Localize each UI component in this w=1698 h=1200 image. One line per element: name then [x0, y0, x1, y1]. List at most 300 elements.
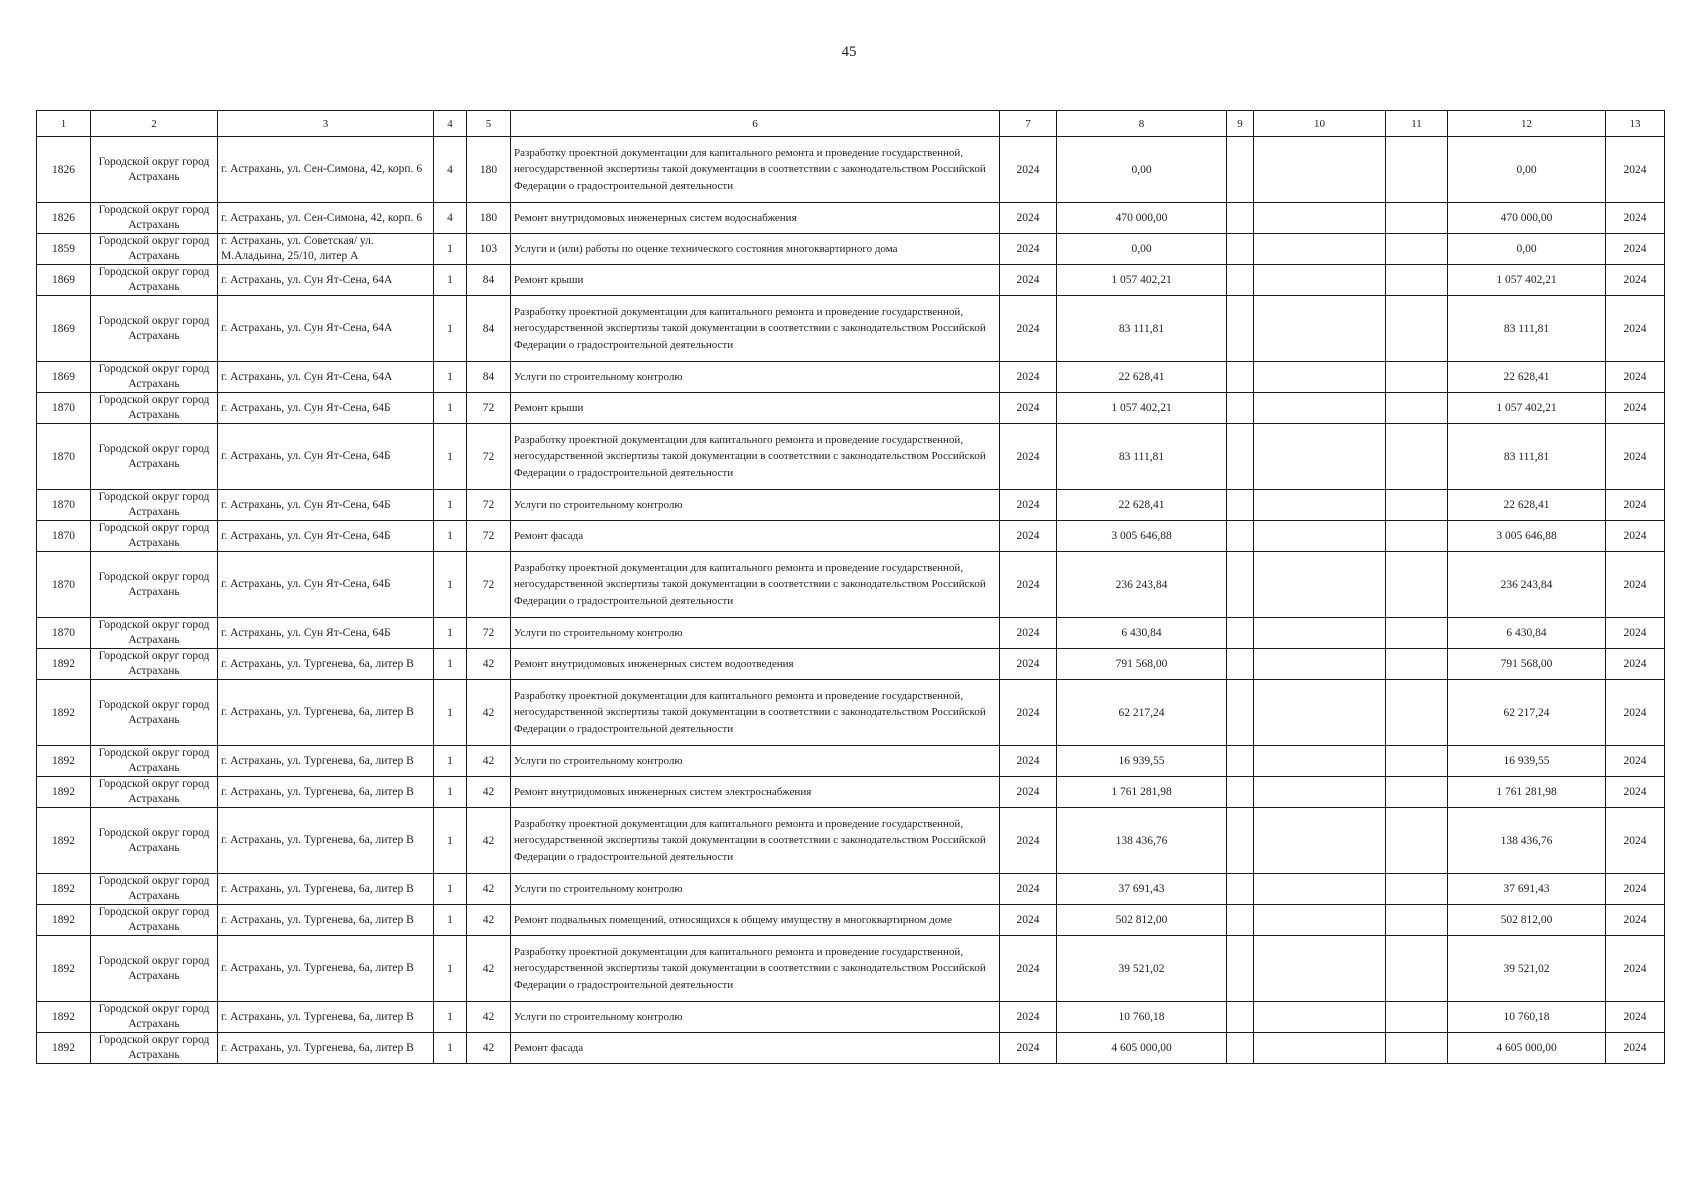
- row-number-cell: 1892: [37, 1033, 91, 1064]
- address-cell: г. Астрахань, ул. Сун Ят-Сена, 64Б: [218, 490, 434, 521]
- table-row: [37, 808, 1665, 874]
- total-cost-cell: 3 005 646,88: [1057, 521, 1227, 552]
- col10-cell: [1254, 777, 1386, 808]
- col13-year-cell: 2024: [1606, 808, 1665, 874]
- address-cell: г. Астрахань, ул. Тургенева, 6а, литер В: [218, 874, 434, 905]
- col11-cell: [1386, 296, 1448, 362]
- work-type-cell: Услуги по строительному контролю: [511, 746, 1000, 777]
- col12-cost-cell: 83 111,81: [1448, 424, 1606, 490]
- address-cell: г. Астрахань, ул. Тургенева, 6а, литер В: [218, 936, 434, 1002]
- col-header-2: 2: [91, 111, 218, 137]
- table-row: [37, 1033, 1665, 1064]
- col13-year-cell: 2024: [1606, 936, 1665, 1002]
- col9-cell: [1227, 936, 1254, 1002]
- col11-cell: [1386, 777, 1448, 808]
- col-header-1: 1: [37, 111, 91, 137]
- address-cell: г. Астрахань, ул. Тургенева, 6а, литер В: [218, 649, 434, 680]
- row-number-cell: 1869: [37, 296, 91, 362]
- address-cell: г. Астрахань, ул. Тургенева, 6а, литер В: [218, 1033, 434, 1064]
- col12-cost-cell: 62 217,24: [1448, 680, 1606, 746]
- address-cell: г. Астрахань, ул. Сун Ят-Сена, 64А: [218, 296, 434, 362]
- table-row: [37, 362, 1665, 393]
- table-row: [37, 393, 1665, 424]
- col12-cost-cell: 1 057 402,21: [1448, 393, 1606, 424]
- col4-cell: 1: [434, 808, 467, 874]
- year-cell: 2024: [1000, 1033, 1057, 1064]
- col13-year-cell: 2024: [1606, 746, 1665, 777]
- col13-year-cell: 2024: [1606, 777, 1665, 808]
- municipality-cell: Городской округ город Астрахань: [91, 393, 218, 424]
- col4-cell: 1: [434, 521, 467, 552]
- total-cost-cell: 138 436,76: [1057, 808, 1227, 874]
- table-row: [37, 234, 1665, 265]
- table-row: [37, 296, 1665, 362]
- col12-cost-cell: 0,00: [1448, 234, 1606, 265]
- col5-cell: 42: [467, 746, 511, 777]
- municipality-cell: Городской округ город Астрахань: [91, 905, 218, 936]
- row-number-cell: 1869: [37, 362, 91, 393]
- col9-cell: [1227, 874, 1254, 905]
- col-header-5: 5: [467, 111, 511, 137]
- total-cost-cell: 22 628,41: [1057, 362, 1227, 393]
- total-cost-cell: 1 761 281,98: [1057, 777, 1227, 808]
- repair-program-table: [36, 110, 1665, 1064]
- table-row: [37, 936, 1665, 1002]
- col12-cost-cell: 3 005 646,88: [1448, 521, 1606, 552]
- col-header-8: 8: [1057, 111, 1227, 137]
- col4-cell: 4: [434, 137, 467, 203]
- municipality-cell: Городской округ город Астрахань: [91, 874, 218, 905]
- total-cost-cell: 83 111,81: [1057, 296, 1227, 362]
- col10-cell: [1254, 521, 1386, 552]
- col10-cell: [1254, 234, 1386, 265]
- municipality-cell: Городской округ город Астрахань: [91, 936, 218, 1002]
- address-cell: г. Астрахань, ул. Сун Ят-Сена, 64Б: [218, 521, 434, 552]
- total-cost-cell: 37 691,43: [1057, 874, 1227, 905]
- col11-cell: [1386, 362, 1448, 393]
- year-cell: 2024: [1000, 808, 1057, 874]
- col9-cell: [1227, 203, 1254, 234]
- total-cost-cell: 0,00: [1057, 137, 1227, 203]
- col11-cell: [1386, 874, 1448, 905]
- col4-cell: 1: [434, 393, 467, 424]
- municipality-cell: Городской округ город Астрахань: [91, 618, 218, 649]
- col10-cell: [1254, 936, 1386, 1002]
- col13-year-cell: 2024: [1606, 203, 1665, 234]
- year-cell: 2024: [1000, 680, 1057, 746]
- col5-cell: 72: [467, 618, 511, 649]
- col13-year-cell: 2024: [1606, 874, 1665, 905]
- col13-year-cell: 2024: [1606, 424, 1665, 490]
- row-number-cell: 1869: [37, 265, 91, 296]
- col10-cell: [1254, 874, 1386, 905]
- year-cell: 2024: [1000, 265, 1057, 296]
- col4-cell: 1: [434, 234, 467, 265]
- municipality-cell: Городской округ город Астрахань: [91, 490, 218, 521]
- col10-cell: [1254, 680, 1386, 746]
- total-cost-cell: 6 430,84: [1057, 618, 1227, 649]
- col10-cell: [1254, 1033, 1386, 1064]
- col9-cell: [1227, 424, 1254, 490]
- total-cost-cell: 4 605 000,00: [1057, 1033, 1227, 1064]
- year-cell: 2024: [1000, 746, 1057, 777]
- page-number: 45: [841, 44, 857, 60]
- address-cell: г. Астрахань, ул. Сун Ят-Сена, 64Б: [218, 552, 434, 618]
- row-number-cell: 1870: [37, 424, 91, 490]
- col9-cell: [1227, 490, 1254, 521]
- col10-cell: [1254, 265, 1386, 296]
- work-type-cell: Разработку проектной документации для капитального ремонта и проведение государственной, негосударственной экспертизы такой документации в соответствии с законодательством Российской Федерации о градостроительной деятельности: [511, 936, 1000, 1002]
- col10-cell: [1254, 618, 1386, 649]
- col11-cell: [1386, 521, 1448, 552]
- col5-cell: 72: [467, 521, 511, 552]
- col9-cell: [1227, 265, 1254, 296]
- municipality-cell: Городской округ город Астрахань: [91, 265, 218, 296]
- table-row: [37, 874, 1665, 905]
- col11-cell: [1386, 649, 1448, 680]
- total-cost-cell: 1 057 402,21: [1057, 265, 1227, 296]
- year-cell: 2024: [1000, 490, 1057, 521]
- row-number-cell: 1870: [37, 552, 91, 618]
- col4-cell: 1: [434, 1033, 467, 1064]
- col10-cell: [1254, 203, 1386, 234]
- col12-cost-cell: 138 436,76: [1448, 808, 1606, 874]
- col10-cell: [1254, 490, 1386, 521]
- work-type-cell: Ремонт крыши: [511, 393, 1000, 424]
- col-header-11: 11: [1386, 111, 1448, 137]
- year-cell: 2024: [1000, 777, 1057, 808]
- col9-cell: [1227, 649, 1254, 680]
- address-cell: г. Астрахань, ул. Сун Ят-Сена, 64А: [218, 362, 434, 393]
- col5-cell: 42: [467, 680, 511, 746]
- col4-cell: 1: [434, 618, 467, 649]
- col4-cell: 1: [434, 362, 467, 393]
- col12-cost-cell: 6 430,84: [1448, 618, 1606, 649]
- total-cost-cell: 236 243,84: [1057, 552, 1227, 618]
- table-body: [37, 137, 1665, 1064]
- municipality-cell: Городской округ город Астрахань: [91, 137, 218, 203]
- work-type-cell: Разработку проектной документации для капитального ремонта и проведение государственной, негосударственной экспертизы такой документации в соответствии с законодательством Российской Федерации о градостроительной деятельности: [511, 296, 1000, 362]
- year-cell: 2024: [1000, 203, 1057, 234]
- col12-cost-cell: 22 628,41: [1448, 490, 1606, 521]
- work-type-cell: Разработку проектной документации для капитального ремонта и проведение государственной, негосударственной экспертизы такой документации в соответствии с законодательством Российской Федерации о градостроительной деятельности: [511, 808, 1000, 874]
- col9-cell: [1227, 1033, 1254, 1064]
- col5-cell: 72: [467, 393, 511, 424]
- table-row: [37, 203, 1665, 234]
- row-number-cell: 1892: [37, 936, 91, 1002]
- total-cost-cell: 791 568,00: [1057, 649, 1227, 680]
- col4-cell: 1: [434, 680, 467, 746]
- col9-cell: [1227, 296, 1254, 362]
- column-number-header-row: [37, 111, 1665, 137]
- col11-cell: [1386, 234, 1448, 265]
- row-number-cell: 1892: [37, 905, 91, 936]
- work-type-cell: Услуги по строительному контролю: [511, 1002, 1000, 1033]
- total-cost-cell: 502 812,00: [1057, 905, 1227, 936]
- col11-cell: [1386, 680, 1448, 746]
- col4-cell: 1: [434, 296, 467, 362]
- col5-cell: 180: [467, 137, 511, 203]
- municipality-cell: Городской округ город Астрахань: [91, 203, 218, 234]
- work-type-cell: Ремонт внутридомовых инженерных систем водоснабжения: [511, 203, 1000, 234]
- table-row: [37, 265, 1665, 296]
- col12-cost-cell: 1 057 402,21: [1448, 265, 1606, 296]
- col-header-7: 7: [1000, 111, 1057, 137]
- col12-cost-cell: 791 568,00: [1448, 649, 1606, 680]
- work-type-cell: Ремонт фасада: [511, 521, 1000, 552]
- col13-year-cell: 2024: [1606, 905, 1665, 936]
- col5-cell: 42: [467, 905, 511, 936]
- work-type-cell: Ремонт внутридомовых инженерных систем водоотведения: [511, 649, 1000, 680]
- col5-cell: 42: [467, 808, 511, 874]
- col11-cell: [1386, 424, 1448, 490]
- col9-cell: [1227, 618, 1254, 649]
- col11-cell: [1386, 265, 1448, 296]
- col9-cell: [1227, 777, 1254, 808]
- row-number-cell: 1826: [37, 137, 91, 203]
- year-cell: 2024: [1000, 424, 1057, 490]
- row-number-cell: 1892: [37, 649, 91, 680]
- municipality-cell: Городской округ город Астрахань: [91, 808, 218, 874]
- total-cost-cell: 0,00: [1057, 234, 1227, 265]
- row-number-cell: 1892: [37, 874, 91, 905]
- col11-cell: [1386, 936, 1448, 1002]
- address-cell: г. Астрахань, ул. Сен-Симона, 42, корп. 6: [218, 203, 434, 234]
- work-type-cell: Ремонт крыши: [511, 265, 1000, 296]
- col12-cost-cell: 83 111,81: [1448, 296, 1606, 362]
- address-cell: г. Астрахань, ул. Сун Ят-Сена, 64Б: [218, 618, 434, 649]
- col10-cell: [1254, 424, 1386, 490]
- table-row: [37, 137, 1665, 203]
- col5-cell: 42: [467, 1002, 511, 1033]
- col5-cell: 72: [467, 424, 511, 490]
- work-type-cell: Услуги по строительному контролю: [511, 874, 1000, 905]
- col-header-3: 3: [218, 111, 434, 137]
- total-cost-cell: 16 939,55: [1057, 746, 1227, 777]
- table-row: [37, 746, 1665, 777]
- row-number-cell: 1892: [37, 746, 91, 777]
- address-cell: г. Астрахань, ул. Советская/ ул. М.Аладьина, 25/10, литер А: [218, 234, 434, 265]
- table-row: [37, 552, 1665, 618]
- col13-year-cell: 2024: [1606, 393, 1665, 424]
- col9-cell: [1227, 362, 1254, 393]
- col-header-6: 6: [511, 111, 1000, 137]
- table-row: [37, 618, 1665, 649]
- col9-cell: [1227, 1002, 1254, 1033]
- col11-cell: [1386, 746, 1448, 777]
- year-cell: 2024: [1000, 137, 1057, 203]
- year-cell: 2024: [1000, 234, 1057, 265]
- col12-cost-cell: 470 000,00: [1448, 203, 1606, 234]
- col10-cell: [1254, 393, 1386, 424]
- year-cell: 2024: [1000, 296, 1057, 362]
- work-type-cell: Ремонт фасада: [511, 1033, 1000, 1064]
- col4-cell: 1: [434, 746, 467, 777]
- col13-year-cell: 2024: [1606, 649, 1665, 680]
- table-row: [37, 521, 1665, 552]
- year-cell: 2024: [1000, 936, 1057, 1002]
- year-cell: 2024: [1000, 874, 1057, 905]
- col11-cell: [1386, 1002, 1448, 1033]
- address-cell: г. Астрахань, ул. Сун Ят-Сена, 64Б: [218, 393, 434, 424]
- col13-year-cell: 2024: [1606, 680, 1665, 746]
- table-row: [37, 649, 1665, 680]
- col5-cell: 84: [467, 362, 511, 393]
- table-row: [37, 424, 1665, 490]
- work-type-cell: Ремонт внутридомовых инженерных систем электроснабжения: [511, 777, 1000, 808]
- col-header-10: 10: [1254, 111, 1386, 137]
- col4-cell: 1: [434, 936, 467, 1002]
- address-cell: г. Астрахань, ул. Тургенева, 6а, литер В: [218, 746, 434, 777]
- col9-cell: [1227, 137, 1254, 203]
- year-cell: 2024: [1000, 649, 1057, 680]
- address-cell: г. Астрахань, ул. Сен-Симона, 42, корп. 6: [218, 137, 434, 203]
- col10-cell: [1254, 808, 1386, 874]
- address-cell: г. Астрахань, ул. Тургенева, 6а, литер В: [218, 1002, 434, 1033]
- col10-cell: [1254, 362, 1386, 393]
- col5-cell: 42: [467, 1033, 511, 1064]
- col-header-13: 13: [1606, 111, 1665, 137]
- municipality-cell: Городской округ город Астрахань: [91, 521, 218, 552]
- col13-year-cell: 2024: [1606, 552, 1665, 618]
- col10-cell: [1254, 137, 1386, 203]
- col11-cell: [1386, 1033, 1448, 1064]
- col4-cell: 4: [434, 203, 467, 234]
- total-cost-cell: 39 521,02: [1057, 936, 1227, 1002]
- municipality-cell: Городской округ город Астрахань: [91, 234, 218, 265]
- col5-cell: 42: [467, 777, 511, 808]
- col5-cell: 84: [467, 296, 511, 362]
- col5-cell: 103: [467, 234, 511, 265]
- col13-year-cell: 2024: [1606, 1033, 1665, 1064]
- col5-cell: 72: [467, 552, 511, 618]
- table-row: [37, 1002, 1665, 1033]
- col11-cell: [1386, 808, 1448, 874]
- col13-year-cell: 2024: [1606, 490, 1665, 521]
- col9-cell: [1227, 746, 1254, 777]
- col4-cell: 1: [434, 1002, 467, 1033]
- col-header-9: 9: [1227, 111, 1254, 137]
- work-type-cell: Услуги по строительному контролю: [511, 362, 1000, 393]
- col4-cell: 1: [434, 490, 467, 521]
- address-cell: г. Астрахань, ул. Тургенева, 6а, литер В: [218, 905, 434, 936]
- col9-cell: [1227, 234, 1254, 265]
- col5-cell: 180: [467, 203, 511, 234]
- col11-cell: [1386, 905, 1448, 936]
- col5-cell: 84: [467, 265, 511, 296]
- col10-cell: [1254, 905, 1386, 936]
- col13-year-cell: 2024: [1606, 265, 1665, 296]
- col4-cell: 1: [434, 649, 467, 680]
- municipality-cell: Городской округ город Астрахань: [91, 1002, 218, 1033]
- row-number-cell: 1892: [37, 808, 91, 874]
- total-cost-cell: 470 000,00: [1057, 203, 1227, 234]
- row-number-cell: 1892: [37, 680, 91, 746]
- municipality-cell: Городской округ город Астрахань: [91, 424, 218, 490]
- col10-cell: [1254, 746, 1386, 777]
- work-type-cell: Разработку проектной документации для капитального ремонта и проведение государственной, негосударственной экспертизы такой документации в соответствии с законодательством Российской Федерации о градостроительной деятельности: [511, 552, 1000, 618]
- col12-cost-cell: 236 243,84: [1448, 552, 1606, 618]
- col9-cell: [1227, 393, 1254, 424]
- col12-cost-cell: 502 812,00: [1448, 905, 1606, 936]
- address-cell: г. Астрахань, ул. Тургенева, 6а, литер В: [218, 777, 434, 808]
- municipality-cell: Городской округ город Астрахань: [91, 680, 218, 746]
- col12-cost-cell: 4 605 000,00: [1448, 1033, 1606, 1064]
- work-type-cell: Услуги по строительному контролю: [511, 490, 1000, 521]
- col13-year-cell: 2024: [1606, 362, 1665, 393]
- col9-cell: [1227, 680, 1254, 746]
- col5-cell: 42: [467, 874, 511, 905]
- col11-cell: [1386, 552, 1448, 618]
- col5-cell: 42: [467, 649, 511, 680]
- col12-cost-cell: 0,00: [1448, 137, 1606, 203]
- col13-year-cell: 2024: [1606, 137, 1665, 203]
- year-cell: 2024: [1000, 552, 1057, 618]
- address-cell: г. Астрахань, ул. Сун Ят-Сена, 64Б: [218, 424, 434, 490]
- col9-cell: [1227, 552, 1254, 618]
- municipality-cell: Городской округ город Астрахань: [91, 649, 218, 680]
- col11-cell: [1386, 203, 1448, 234]
- col-header-12: 12: [1448, 111, 1606, 137]
- total-cost-cell: 1 057 402,21: [1057, 393, 1227, 424]
- col4-cell: 1: [434, 424, 467, 490]
- municipality-cell: Городской округ город Астрахань: [91, 777, 218, 808]
- col12-cost-cell: 37 691,43: [1448, 874, 1606, 905]
- col10-cell: [1254, 649, 1386, 680]
- municipality-cell: Городской округ город Астрахань: [91, 296, 218, 362]
- col12-cost-cell: 39 521,02: [1448, 936, 1606, 1002]
- col10-cell: [1254, 296, 1386, 362]
- row-number-cell: 1859: [37, 234, 91, 265]
- col9-cell: [1227, 808, 1254, 874]
- year-cell: 2024: [1000, 618, 1057, 649]
- col12-cost-cell: 1 761 281,98: [1448, 777, 1606, 808]
- col13-year-cell: 2024: [1606, 234, 1665, 265]
- municipality-cell: Городской округ город Астрахань: [91, 746, 218, 777]
- col9-cell: [1227, 905, 1254, 936]
- address-cell: г. Астрахань, ул. Тургенева, 6а, литер В: [218, 808, 434, 874]
- col12-cost-cell: 10 760,18: [1448, 1002, 1606, 1033]
- work-type-cell: Разработку проектной документации для капитального ремонта и проведение государственной, негосударственной экспертизы такой документации в соответствии с законодательством Российской Федерации о градостроительной деятельности: [511, 680, 1000, 746]
- col-header-4: 4: [434, 111, 467, 137]
- col12-cost-cell: 16 939,55: [1448, 746, 1606, 777]
- total-cost-cell: 22 628,41: [1057, 490, 1227, 521]
- work-type-cell: Разработку проектной документации для капитального ремонта и проведение государственной, негосударственной экспертизы такой документации в соответствии с законодательством Российской Федерации о градостроительной деятельности: [511, 137, 1000, 203]
- municipality-cell: Городской округ город Астрахань: [91, 552, 218, 618]
- row-number-cell: 1870: [37, 618, 91, 649]
- col11-cell: [1386, 490, 1448, 521]
- year-cell: 2024: [1000, 393, 1057, 424]
- col4-cell: 1: [434, 777, 467, 808]
- col4-cell: 1: [434, 265, 467, 296]
- year-cell: 2024: [1000, 905, 1057, 936]
- table-row: [37, 490, 1665, 521]
- year-cell: 2024: [1000, 521, 1057, 552]
- col11-cell: [1386, 618, 1448, 649]
- col13-year-cell: 2024: [1606, 618, 1665, 649]
- work-type-cell: Разработку проектной документации для капитального ремонта и проведение государственной, негосударственной экспертизы такой документации в соответствии с законодательством Российской Федерации о градостроительной деятельности: [511, 424, 1000, 490]
- col12-cost-cell: 22 628,41: [1448, 362, 1606, 393]
- col4-cell: 1: [434, 552, 467, 618]
- row-number-cell: 1870: [37, 521, 91, 552]
- municipality-cell: Городской округ город Астрахань: [91, 1033, 218, 1064]
- col5-cell: 72: [467, 490, 511, 521]
- total-cost-cell: 10 760,18: [1057, 1002, 1227, 1033]
- col10-cell: [1254, 552, 1386, 618]
- col4-cell: 1: [434, 905, 467, 936]
- col13-year-cell: 2024: [1606, 296, 1665, 362]
- row-number-cell: 1870: [37, 393, 91, 424]
